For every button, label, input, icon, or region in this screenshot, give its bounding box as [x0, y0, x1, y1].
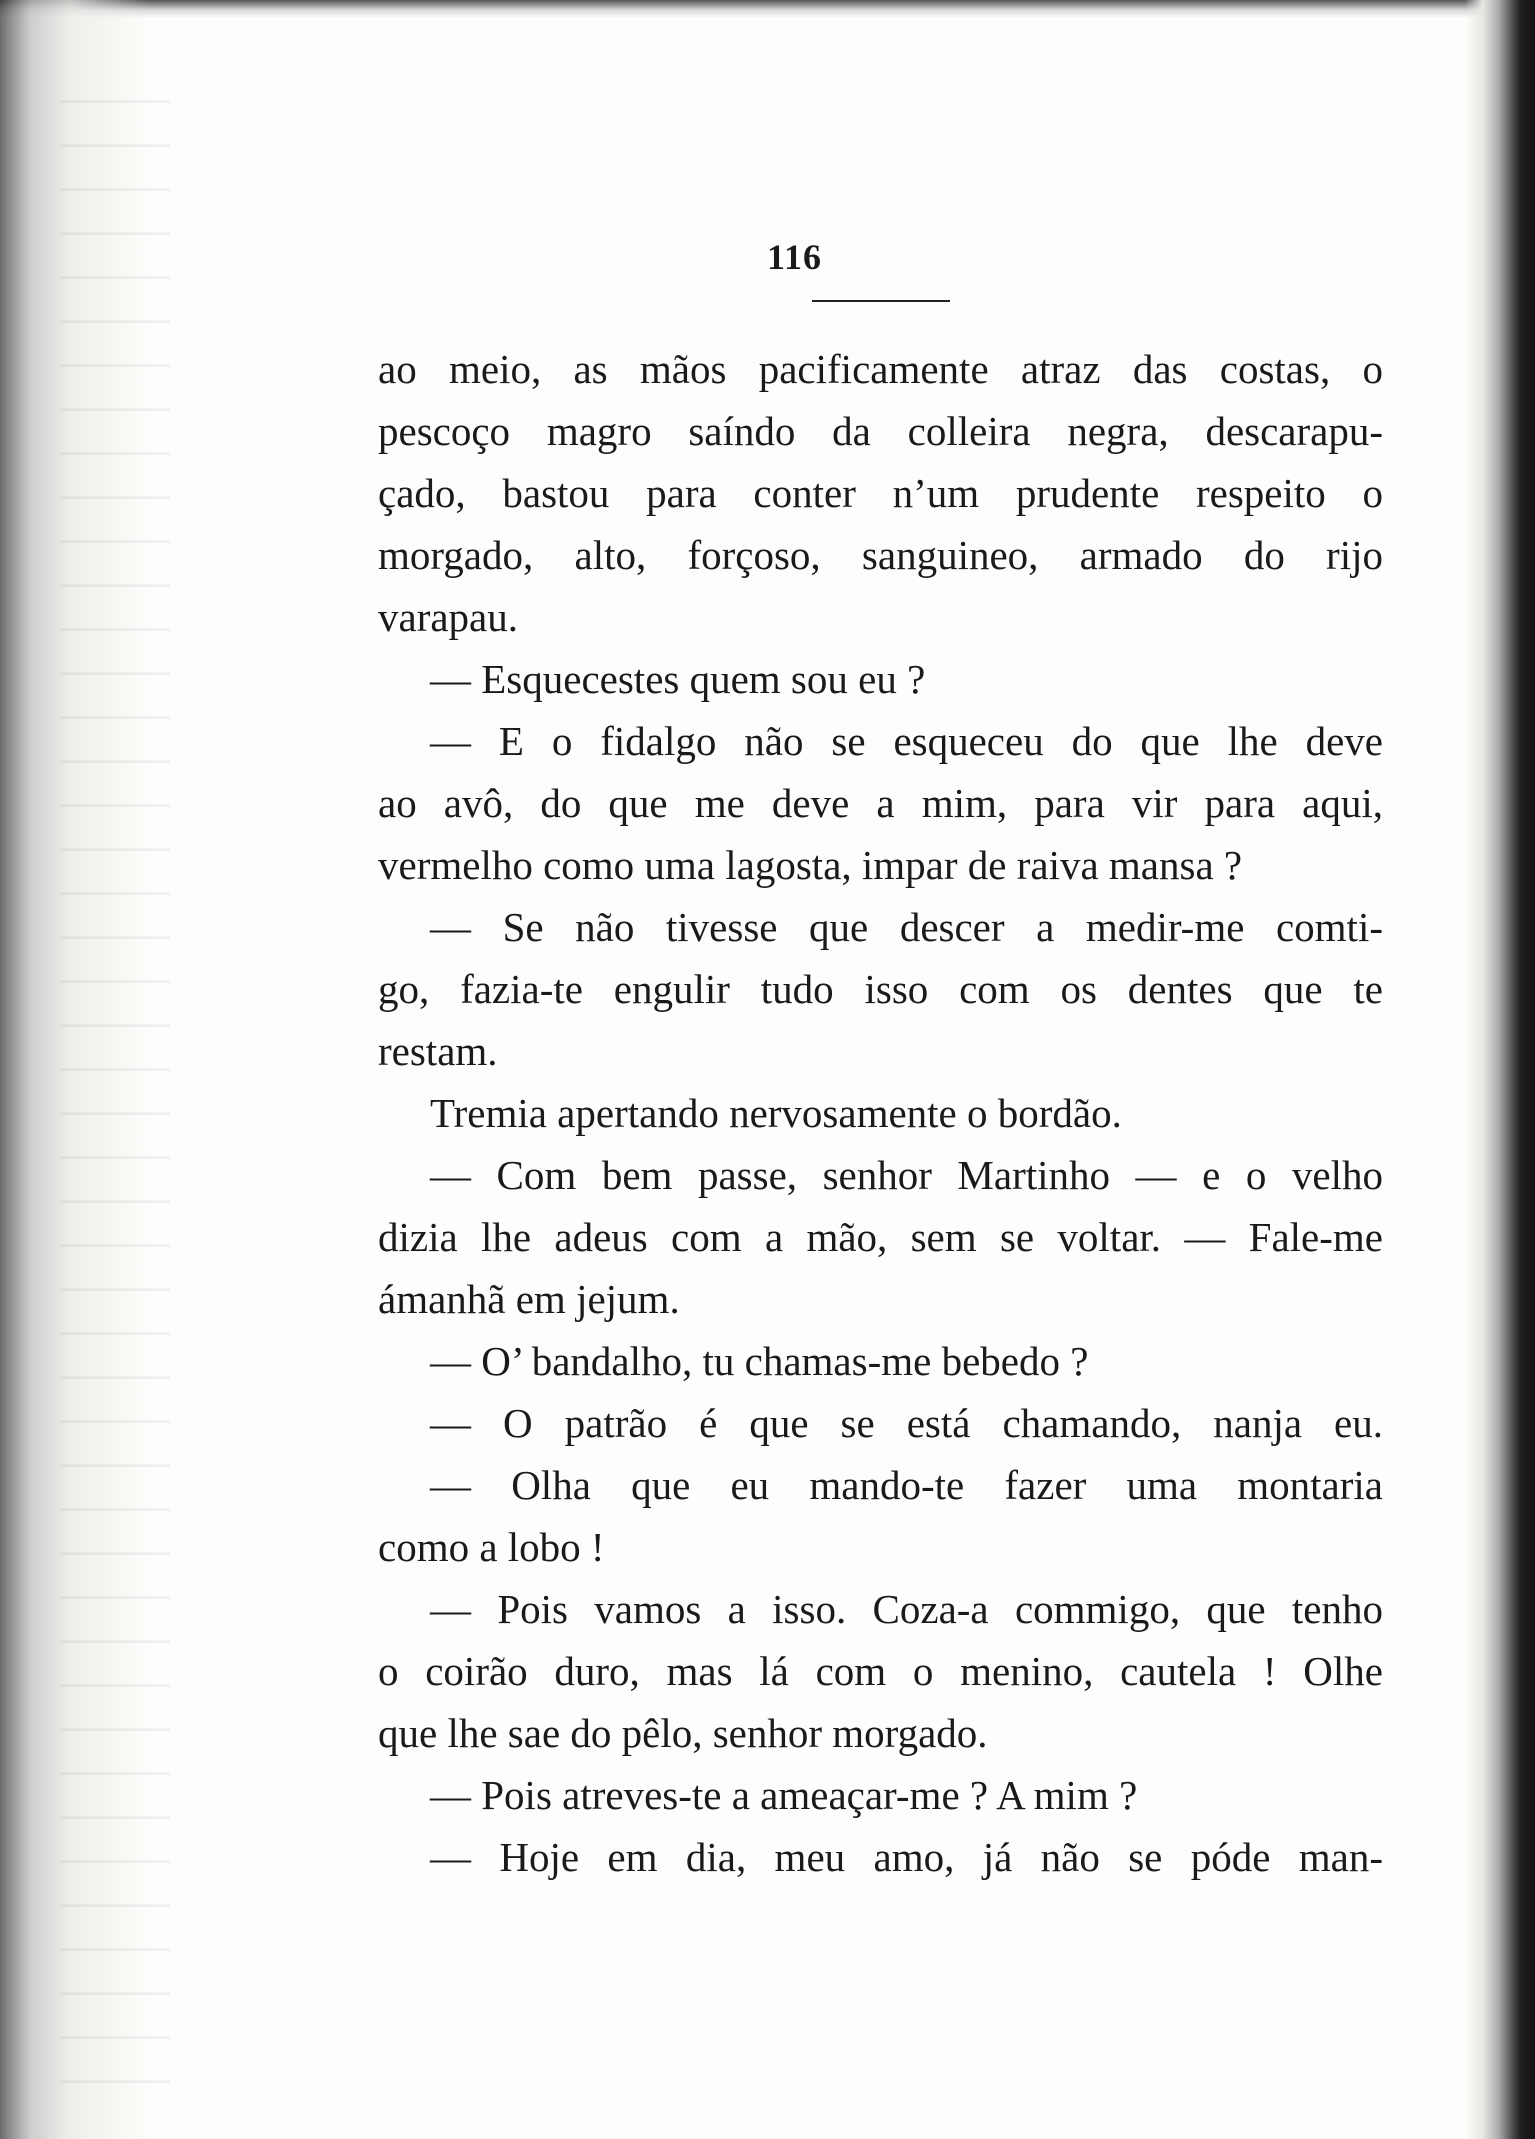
text-line: — Hoje em dia, meu amo, já não se póde man-	[430, 1834, 1383, 1880]
header-rule	[812, 300, 950, 302]
text-line: morgado, alto, forçoso, sanguineo, armado do rijo	[378, 532, 1383, 578]
text-line: como a lobo !	[378, 1524, 605, 1570]
scan-edge-left-texture	[60, 60, 170, 2100]
text-line: — Com bem passe, senhor Martinho — e o velho	[430, 1152, 1383, 1198]
text-line: — Pois vamos a isso. Coza-a commigo, que tenho	[430, 1586, 1383, 1632]
text-line: — O’ bandalho, tu chamas-me bebedo ?	[430, 1338, 1089, 1384]
text-line: go, fazia-te engulir tudo isso com os dentes que te	[378, 966, 1383, 1012]
text-line: — O patrão é que se está chamando, nanja eu.	[430, 1400, 1383, 1446]
text-line: varapau.	[378, 594, 518, 640]
text-line: o coirão duro, mas lá com o menino, cautela ! Olhe	[378, 1648, 1383, 1694]
scan-edge-right	[1465, 0, 1535, 2139]
body-text	[378, 338, 1383, 1888]
text-line: — Pois atreves-te a ameaçar-me ? A mim ?	[430, 1772, 1138, 1818]
text-line: ámanhã em jejum.	[378, 1276, 680, 1322]
scan-edge-top	[0, 0, 1535, 18]
text-line: Tremia apertando nervosamente o bordão.	[430, 1090, 1122, 1136]
text-line: — Se não tivesse que descer a medir-me comti-	[430, 904, 1383, 950]
text-line: — E o fidalgo não se esqueceu do que lhe deve	[430, 718, 1383, 764]
text-line: pescoço magro saíndo da colleira negra, descarapu-	[378, 408, 1383, 454]
text-line: çado, bastou para conter n’um prudente respeito o	[378, 470, 1383, 516]
text-line: dizia lhe adeus com a mão, sem se voltar. — Fale-me	[378, 1214, 1383, 1260]
text-line: ao meio, as mãos pacificamente atraz das costas, o	[378, 346, 1383, 392]
text-line: que lhe sae do pêlo, senhor morgado.	[378, 1710, 988, 1756]
page-number: 116	[766, 237, 822, 277]
text-line: — Esquecestes quem sou eu ?	[430, 656, 926, 702]
text-line: — Olha que eu mando-te fazer uma montaria	[430, 1462, 1383, 1508]
text-line: ao avô, do que me deve a mim, para vir para aqui,	[378, 780, 1383, 826]
text-line: vermelho como uma lagosta, impar de raiva mansa ?	[378, 842, 1243, 888]
text-line: restam.	[378, 1028, 498, 1074]
